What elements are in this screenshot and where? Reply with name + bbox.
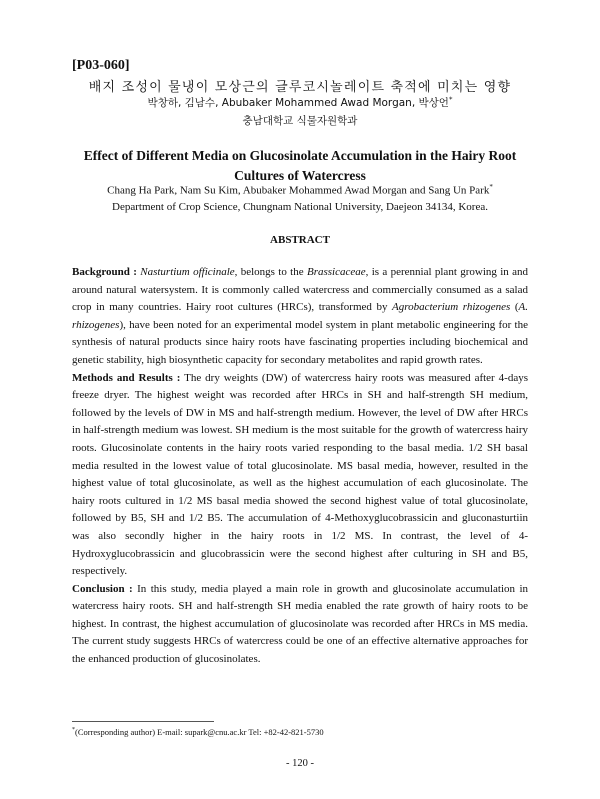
- korean-authors-text: 박창하, 김남수, Abubaker Mohammed Awad Morgan, 박상언: [147, 97, 449, 109]
- conclusion-label: Conclusion :: [72, 582, 133, 595]
- poster-code: [P03-060]: [72, 58, 130, 73]
- footnote: [72, 727, 324, 737]
- english-authors: [0, 183, 600, 197]
- text-run: The dry weights (DW) of watercress hairy roots was measured after 4-days freeze dryer. The highest weight was recorded after HRCs in SH and half-strength SH medium, followed by the levels of DW in MS and half-strength medium. However, the level of DW after HRCs in half-strength medium was lowest. SH medium is the most suitable for the growth of watercress hairy roots. Glucosinolate contents in the hairy roots varied responding to the basal media. 1/2 SH basal media resulted in the lowest value of total glucosinolate. MS basal media, however, resulted in the highest value of total glucosinolate, as well as the highest accumulation of each glucosinolate. The hairy roots cultured in 1/2 MS basal media showed the second highest value of total glucosinolate, followed by B5, SH and 1/2 B5. The accumulation of 4-Methoxyglucobrassicin and gluconasturtiin was also secondly higher in the hairy roots in 1/2 MS. In contrast, the level of 4-Hydroxyglucobrassicin and glucobrassicin were the second highest after culturing in SH and B5, respectively.: [72, 371, 528, 578]
- korean-authors: [0, 95, 600, 110]
- korean-title: 배지 조성이 물냉이 모상근의 글루코시놀레이트 축적에 미치는 영향: [88, 80, 512, 95]
- korean-affiliation: 충남대학교 식물자원학과: [242, 115, 358, 127]
- background-paragraph: [72, 264, 528, 370]
- corresponding-mark: *: [448, 95, 453, 104]
- english-authors-text: Chang Ha Park, Nam Su Kim, Abubaker Mohammed Awad Morgan and Sang Un Park: [107, 184, 490, 197]
- footnote-mark: *: [72, 727, 75, 734]
- abstract-body: [72, 264, 528, 669]
- background-label: Background :: [72, 266, 137, 278]
- text-run: , belongs to the: [234, 266, 307, 278]
- bacterium-name: Agrobacterium rhizogenes: [392, 301, 511, 314]
- methods-paragraph: [72, 370, 528, 581]
- page-number: - 120 -: [286, 758, 314, 769]
- corresponding-mark: *: [489, 183, 493, 191]
- english-title: Effect of Different Media on Glucosinolate Accumulation in the Hairy Root Cultures of Watercress: [83, 148, 517, 183]
- species-name: Nasturtium officinale: [140, 266, 235, 278]
- footnote-text: (Corresponding author) E-mail: supark@cnu.ac.kr Tel: +82-42-821-5730: [75, 727, 324, 737]
- english-affiliation: Department of Crop Science, Chungnam National University, Daejeon 34134, Korea.: [112, 201, 488, 213]
- text-run: In this study, media played a main role in growth and glucosinolate accumulation in watercress hairy roots. SH and half-strength SH media enabled the rate growth of hairy roots to be highest. In contrast, the highest accumulation of glucosinolate was recorded after HRCs in MS media. The current study suggests HRCs of watercress could be one of an effective alternative approaches for the enhanced production of glucosinolates.: [72, 582, 528, 666]
- family-name: Brassicaceae: [306, 266, 366, 278]
- conclusion-paragraph: [72, 581, 528, 669]
- text-run: ), have been noted for an experimental model system in plant metabolic engineering for the synthesis of natural products since hairy roots have fascinating properties including biochemical and genetic stability, high biosynthetic capacity for secondary metabolites and rapid growth rates.: [72, 318, 528, 366]
- abstract-heading: ABSTRACT: [270, 234, 330, 246]
- text-run: (: [510, 301, 519, 314]
- footnote-divider: [72, 721, 214, 722]
- methods-label: Methods and Results :: [72, 371, 181, 384]
- text-run: , is a perennial plant growing in and around natural watersystem. It is commonly called watercress and commercially consumed as a salad crop in many countries. Hairy root cultures (HRCs), transformed by: [72, 266, 528, 314]
- bacterium-short-name: A. rhizogenes: [72, 301, 528, 331]
